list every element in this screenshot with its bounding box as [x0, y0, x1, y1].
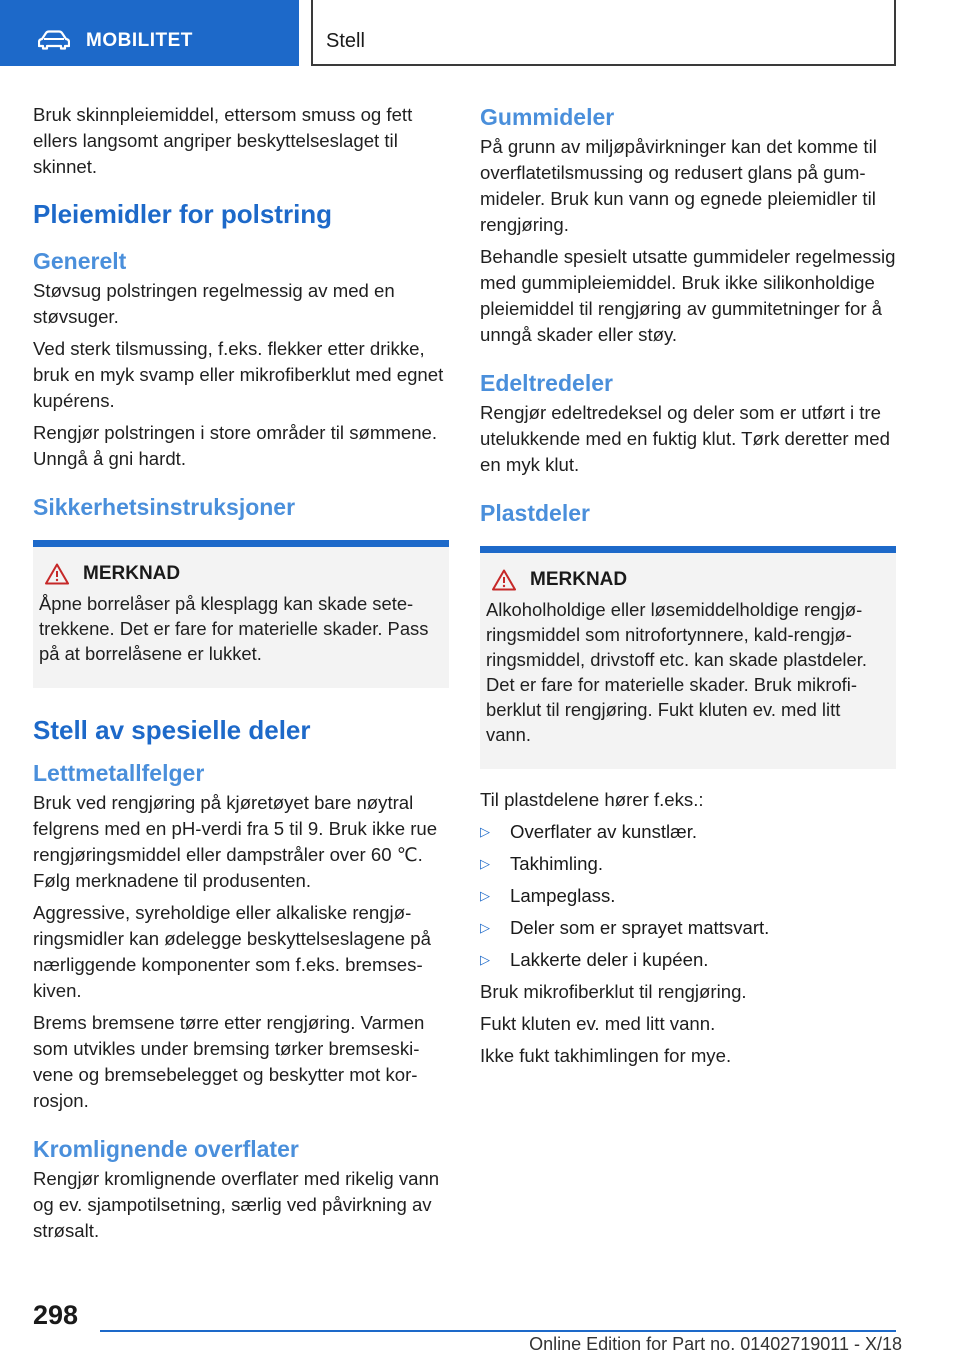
plastic-parts-list: [480, 819, 896, 973]
triangle-bullet-icon: ▷: [480, 920, 490, 935]
paragraph: Bruk mikrofiberklut til rengjøring.: [480, 981, 747, 1002]
list-item: ▷ Takhimling.: [480, 851, 896, 877]
paragraph: På grunn av miljøpåvirkninger kan det komme til overflatetilsmussing og redusert glans på gummideler. Bruk kun vann og egnede pleiemidler til rengjøring.: [480, 136, 877, 235]
heading-upholstery: Pleiemidler for polstring: [33, 199, 333, 229]
heading-chrome: Kromlignende overflater: [33, 1136, 299, 1162]
right-column: [480, 102, 896, 1075]
triangle-bullet-icon: ▷: [480, 824, 490, 839]
heading-plastic: Plastdeler: [480, 500, 590, 526]
heading-rubber: Gummideler: [480, 104, 615, 130]
paragraph: Rengjør kromlignende overflater med rikelig vann og ev. sjampotilsetning, særlig ved påvirkning av strøsalt.: [33, 1168, 440, 1241]
triangle-bullet-icon: ▷: [480, 888, 490, 903]
left-column: [33, 102, 449, 1250]
car-icon: [38, 30, 70, 50]
paragraph: Støvsug polstringen regelmessig av med en støvsuger.: [33, 280, 395, 327]
section-label: MOBILITET: [86, 30, 193, 51]
paragraph: Rengjør polstringen i store områder til sømmene. Unngå å gni hardt.: [33, 422, 438, 469]
notice-text: Alkoholholdige eller løsemiddelholdige rengjøringsmiddel som nitrofortynnere, kald-rengjøringsmiddel, drivstoff etc. kan skade plastdeler. Det er fare for materielle skader. Bruk mikrofiberklut til rengjøring. Fukt kluten ev. med litt vann.: [486, 599, 867, 745]
intro-paragraph: Bruk skinnpleiemiddel, ettersom smuss og fett ellers langsomt angriper beskyttelseslaget til skinnet.: [33, 104, 413, 177]
paragraph: Ved sterk tilsmussing, f.eks. flekker etter drikke, bruk en myk svamp eller mikrofiberklut med egnet kupérens.: [33, 338, 444, 411]
paragraph: Ikke fukt takhimlingen for mye.: [480, 1045, 732, 1066]
list-item: ▷ Deler som er sprayet mattsvart.: [480, 915, 896, 941]
list-intro: Til plastdelene hører f.eks.:: [480, 789, 704, 810]
paragraph: Bruk ved rengjøring på kjøretøyet bare nøytral felgrens med en pH-verdi fra 5 til 9. Bruk ikke rue rengjøringsmiddel eller dampstråler over 60 ℃. Følg merknadene til produsenten.: [33, 792, 438, 891]
notice-box: [480, 546, 896, 769]
notice-title: MERKNAD: [83, 563, 181, 584]
list-item: ▷ Lampeglass.: [480, 883, 896, 909]
page-number: 298: [33, 1300, 79, 1330]
list-item: ▷ Overflater av kunstlær.: [480, 819, 896, 845]
paragraph: Rengjør edeltredeksel og deler som er utført i tre utelukkende med en fuktig klut. Tørk deretter med en myk klut.: [480, 402, 890, 475]
notice-title: MERKNAD: [530, 569, 628, 590]
notice-box: [33, 540, 449, 688]
paragraph: Aggressive, syreholdige eller alkaliske rengjøringsmidler kan ødelegge beskyttelseslagene på nærliggende komponenter som f.eks. bremseskiven.: [33, 902, 431, 1001]
footer-divider: [100, 1330, 896, 1332]
heading-precious-wood: Edeltredeler: [480, 370, 613, 396]
heading-special-parts: Stell av spesielle deler: [33, 715, 311, 745]
list-item: ▷ Lakkerte deler i kupéen.: [480, 947, 896, 973]
paragraph: Brems bremsene tørre etter rengjøring. Varmen som utvikles under bremsing tørker bremseskivene og bremsebelegget og beskytter mot korrosjon.: [33, 1012, 425, 1111]
warning-icon: [45, 563, 69, 585]
warning-icon: [492, 569, 516, 591]
section-tab: [0, 0, 299, 66]
paragraph: Behandle spesielt utsatte gummideler regelmessig med gummipleiemiddel. Bruk ikke silikonholdige pleiemiddel til rengjøring av gummitetninger for å unngå skader eller støy.: [480, 246, 896, 345]
paragraph: Fukt kluten ev. med litt vann.: [480, 1013, 716, 1034]
heading-safety: Sikkerhetsinstruksjoner: [33, 494, 296, 520]
edition-text: Online Edition for Part no. 01402719011 - X/18: [529, 1334, 902, 1354]
triangle-bullet-icon: ▷: [480, 856, 490, 871]
triangle-bullet-icon: ▷: [480, 952, 490, 967]
notice-text: Åpne borrelåser på klesplagg kan skade setetrekkene. Det er fare for materielle skader. Pass på at borrelåsene er lukket.: [39, 593, 429, 664]
chapter-label: Stell: [326, 30, 365, 52]
chapter-header: [311, 0, 896, 66]
heading-alloy-wheels: Lettmetallfelger: [33, 760, 205, 786]
heading-general: Generelt: [33, 248, 127, 274]
